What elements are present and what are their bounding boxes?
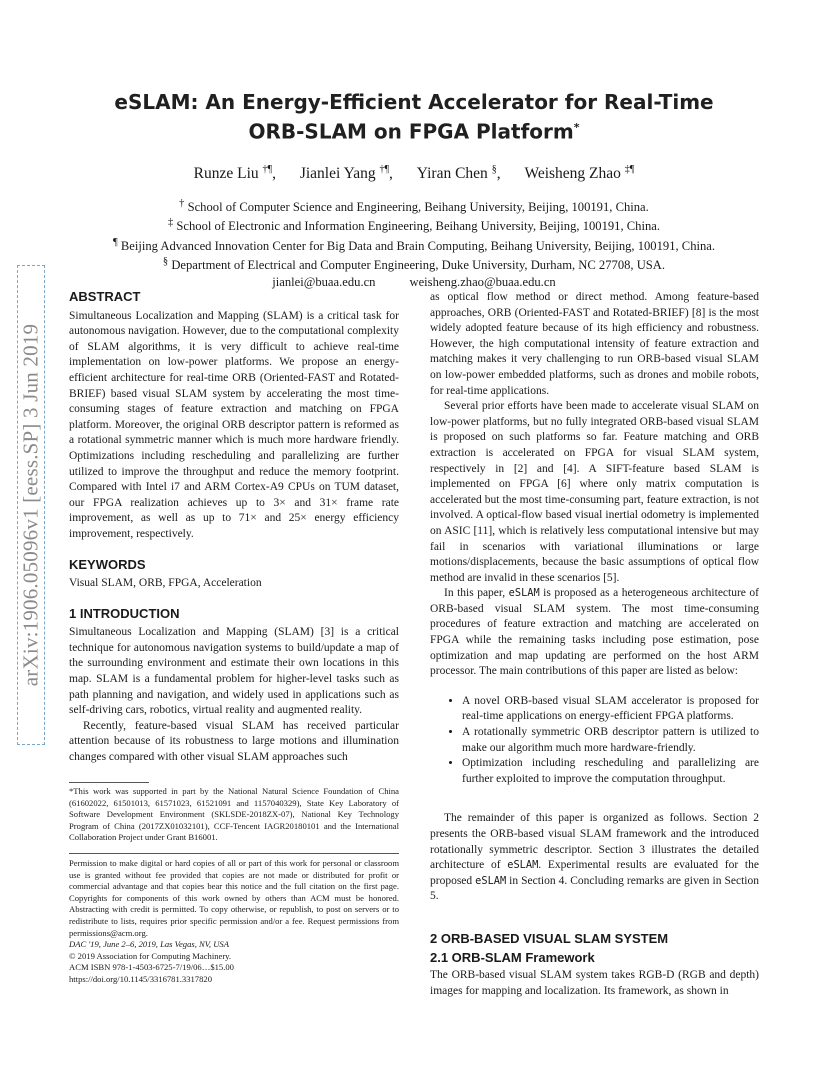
- section-heading-orb-slam: 2 ORB-BASED VISUAL SLAM SYSTEM: [430, 930, 669, 946]
- doi-link[interactable]: https://doi.org/10.1145/3316781.3317820: [69, 973, 212, 984]
- intro-paragraph: Several prior efforts have been made to accelerate visual SLAM on low-power platforms, but no fully integrated ORB-based visual SLAM is proposed on such platforms so far. Feature matching and ORB extraction is accelerated on FPGA for visual SLAM system, respectively in [2] and [4]. A SIFT-feature based SLAM is implemented on FPGA [6] where only matrix computation is accelerated but the most time-consuming part, feature extraction, is not involved. A optical-flow based visual inertial odometry is implemented on ASIC [11], which is relatively less computational intensive but may fail in scenarios with variational illuminations or large motions/displacements, because the basic assumptions of optical flow method are invalid in these scenarios [5].: [430, 400, 759, 584]
- list-item: • Optimization including rescheduling and parallelizing are further exploited to improve the computation throughput.: [462, 756, 759, 787]
- right-column: [430, 290, 759, 999]
- arxiv-identifier[interactable]: [17, 265, 45, 745]
- title-footnote-mark: *: [573, 121, 580, 134]
- author: Runze Liu †¶,: [193, 164, 276, 183]
- keywords-heading: KEYWORDS: [69, 556, 146, 572]
- list-item: • A rotationally symmetric ORB descriptor pattern is utilized to make our algorithm much more hardware-friendly.: [462, 725, 759, 756]
- title-line-2: ORB-SLAM on FPGA Platform*: [248, 119, 580, 144]
- intro-paragraph: In this paper, eSLAM is proposed as a heterogeneous architecture of ORB-based visual SLAM system. The most time-consuming procedures of feature extraction and matching are accelerated on FPGA while the remaining tasks including pose estimation, pose optimization and map updating are performed on the host ARM processor. The main contributions of this paper are listed as below:: [430, 587, 759, 678]
- author: Weisheng Zhao ‡¶: [524, 164, 635, 183]
- contribution-list: [430, 694, 759, 788]
- section-heading-introduction: 1 INTRODUCTION: [69, 605, 180, 621]
- author-list: [0, 164, 828, 183]
- affiliation: ‡ School of Electronic and Information Engineering, Beihang University, Beijing, 100191, China.: [168, 217, 660, 234]
- abstract-heading: ABSTRACT: [69, 289, 141, 304]
- subsection-heading: 2.1 ORB-SLAM Framework: [430, 949, 595, 965]
- left-column: [69, 289, 399, 766]
- intro-paragraph: The remainder of this paper is organized as follows. Section 2 presents the ORB-based visual SLAM framework and the introduced rotationally symmetric descriptor. Section 3 illustrates the detailed architecture of eSLAM. Experimental results are evaluated for the proposed eSLAM in Section 4. Concluding remarks are given in Section 5.: [430, 812, 759, 903]
- affiliation: § Department of Electrical and Computer Engineering, Duke University, Durham, NC 27708, USA.: [162, 256, 666, 273]
- author: Jianlei Yang †¶,: [299, 164, 393, 183]
- intro-paragraph: as optical flow method or direct method. Among feature-based approaches, ORB (Oriented-FAST and Rotated-BRIEF) [8] is the most widely adopted feature because of its high efficiency and robustness. However, the high computational intensity of feature extraction and matching makes it very challenging to run ORB-based visual SLAM on low-power embedded platforms, such as drones and mobile robots, for real-time applications.: [430, 291, 759, 397]
- affiliations: [0, 196, 828, 290]
- copyright: © 2019 Association for Computing Machinery.: [69, 950, 232, 961]
- permission-rule: [69, 853, 399, 854]
- author-emails: jianlei@buaa.edu.cn weisheng.zhao@buaa.edu.cn: [272, 274, 556, 289]
- affiliation: † School of Computer Science and Engineering, Beihang University, Beijing, 100191, China.: [179, 198, 649, 215]
- section-paragraph: The ORB-based visual SLAM system takes RGB-D (RGB and depth) images for mapping and localization. Its framework, as shown in: [430, 969, 759, 997]
- footnote-rule: [69, 782, 149, 783]
- keywords-text: Visual SLAM, ORB, FPGA, Acceleration: [69, 577, 262, 590]
- arxiv-identifier-text: arXiv:1906.05096v1 [eess.SP] 3 Jun 2019: [18, 323, 43, 687]
- isbn: ACM ISBN 978-1-4503-6725-7/19/06…$15.00: [69, 962, 234, 973]
- title-line-1: eSLAM: An Energy-Efficient Accelerator for Real-Time: [114, 90, 714, 114]
- list-item: • A novel ORB-based visual SLAM accelerator is proposed for real-time applications on energy-efficient FPGA platforms.: [462, 694, 759, 725]
- paper-title: [0, 89, 828, 145]
- funding-footnote: *This work was supported in part by the National Natural Science Foundation of China (61602022, 61501013, 61571023, 61521091 and 1157040329), State Key Laboratory of Software Development Environment (SKLSDE-2018ZX-07), National Key Technology Program of China (2017ZX01032101), CCF-Tencent IAGR20180101 and the International Collaboration Project under Grant B16001.: [69, 786, 399, 843]
- permission-block: [69, 858, 399, 986]
- permission-text: Permission to make digital or hard copies of all or part of this work for personal or classroom use is granted without fee provided that copies are not made or distributed for profit or commercial advantage and that copies bear this notice and the full citation on the first page. Copyrights for components of this work owned by others than ACM must be honored. Abstracting with credit is permitted. To copy otherwise, or republish, to post on servers or to redistribute to lists, requires prior specific permission and/or a fee. Request permissions from permissions@acm.org.: [69, 858, 399, 938]
- venue: DAC '19, June 2–6, 2019, Las Vegas, NV, USA: [69, 939, 229, 950]
- affiliation: ¶ Beijing Advanced Innovation Center for Big Data and Brain Computing, Beihang University, Beijing, 100191, China.: [112, 236, 716, 253]
- author: Yiran Chen §,: [416, 164, 501, 183]
- abstract-text: Simultaneous Localization and Mapping (SLAM) is a critical task for autonomous navigation. However, due to the computational complexity of SLAM algorithms, it is very difficult to achieve real-time implementation on low-power platforms. We propose an energy-efficient architecture for real-time ORB (Oriented-FAST and Rotated-BRIEF) based visual SLAM system by accelerating the most time-consuming stages of feature extraction and matching on FPGA platform. Moreover, the original ORB descriptor pattern is reformed as a rotational symmetric manner which is much more hardware friendly. Optimizations including rescheduling and parallelizing are further utilized to improve the throughput and reduce the memory footprint. Compared with Intel i7 and ARM Cortex-A9 CPUs on TUM dataset, our FPGA realization achieves up to 3× and 31× frame rate improvement, as well as up to 71× and 25× energy efficiency improvement, respectively.: [69, 309, 399, 540]
- intro-paragraph: Simultaneous Localization and Mapping (SLAM) [3] is a critical technique for autonomous navigation systems to build/update a map of the surrounding environment and estimate their own locations in this map. SLAM is a fundamental problem for higher-level tasks such as path planning and navigation, and widely used in applications such as self-driving cars, robotics, virtual reality and augmented reality.: [69, 626, 399, 717]
- intro-paragraph: Recently, feature-based visual SLAM has received particular attention because of its robustness to large motions and illumination changes compared with other visual SLAM approaches such: [69, 719, 399, 764]
